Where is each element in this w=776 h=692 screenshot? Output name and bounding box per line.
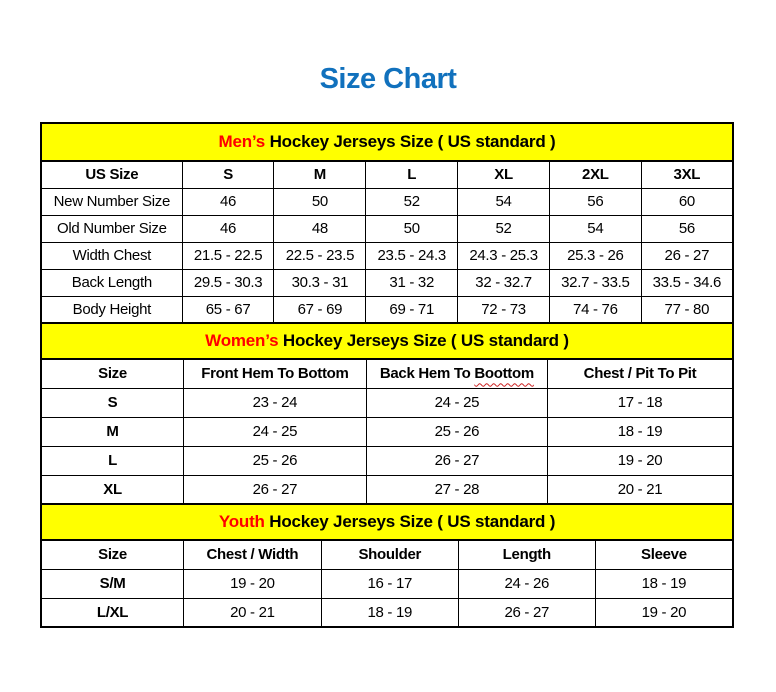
table-row [41, 446, 733, 475]
cell: 60 [641, 188, 733, 215]
row-label: Old Number Size [41, 215, 182, 242]
womens-banner [41, 323, 733, 359]
column-header: Size [41, 540, 184, 569]
youth-header-row [41, 540, 733, 569]
cell: 27 - 28 [366, 475, 547, 504]
cell: 56 [641, 215, 733, 242]
youth-banner-highlight: Youth [218, 512, 265, 531]
column-header-prefix: Back Hem To [379, 365, 475, 383]
row-label: L [41, 446, 184, 475]
cell: 25 - 26 [366, 417, 547, 446]
cell: 18 - 19 [321, 598, 458, 627]
size-chart-title: Size Chart [319, 63, 457, 95]
column-header: Size [41, 359, 184, 388]
column-header: M [274, 161, 366, 188]
cell: 65 - 67 [182, 296, 274, 323]
youth-banner [41, 504, 733, 540]
cell: 52 [458, 215, 550, 242]
cell: 52 [366, 188, 458, 215]
cell: 26 - 27 [184, 475, 367, 504]
cell: 19 - 20 [595, 598, 733, 627]
mens-banner-text [41, 123, 733, 161]
womens-banner-text [41, 323, 733, 359]
womens-header-row [41, 359, 733, 388]
row-label: XL [41, 475, 184, 504]
column-header: 3XL [641, 161, 733, 188]
row-label: Width Chest [41, 242, 182, 269]
mens-banner-rest: Hockey Jerseys Size ( US standard ) [265, 132, 556, 151]
cell: 19 - 20 [548, 446, 733, 475]
cell: 67 - 69 [274, 296, 366, 323]
cell: 26 - 27 [458, 598, 595, 627]
cell: 32.7 - 33.5 [549, 269, 641, 296]
column-header: S [182, 161, 274, 188]
cell: 33.5 - 34.6 [641, 269, 733, 296]
mens-banner [41, 123, 733, 161]
row-label: Body Height [41, 296, 182, 323]
mens-banner-highlight: Men’s [218, 132, 266, 151]
column-header: US Size [41, 161, 182, 188]
table-row [41, 188, 733, 215]
cell: 23.5 - 24.3 [366, 242, 458, 269]
cell: 20 - 21 [184, 598, 322, 627]
cell: 17 - 18 [548, 388, 733, 417]
cell: 18 - 19 [595, 569, 733, 598]
cell: 18 - 19 [548, 417, 733, 446]
row-label: Back Length [41, 269, 182, 296]
table-row [41, 242, 733, 269]
column-header: Chest / Pit To Pit [548, 359, 733, 388]
cell: 77 - 80 [641, 296, 733, 323]
womens-banner-highlight: Women’s [205, 331, 279, 350]
column-header: L [366, 161, 458, 188]
cell: 31 - 32 [366, 269, 458, 296]
table-row [41, 296, 733, 323]
cell: 16 - 17 [321, 569, 458, 598]
cell: 72 - 73 [458, 296, 550, 323]
column-header: Shoulder [321, 540, 458, 569]
cell: 25.3 - 26 [549, 242, 641, 269]
size-chart-tables [40, 122, 734, 628]
table-row [41, 598, 733, 627]
cell: 54 [549, 215, 641, 242]
cell: 24.3 - 25.3 [458, 242, 550, 269]
table-row [41, 388, 733, 417]
column-header: Front Hem To Bottom [184, 359, 367, 388]
cell: 74 - 76 [549, 296, 641, 323]
column-header: XL [458, 161, 550, 188]
table-row [41, 569, 733, 598]
column-header: 2XL [549, 161, 641, 188]
row-label: S/M [41, 569, 184, 598]
row-label: L/XL [41, 598, 184, 627]
cell: 69 - 71 [366, 296, 458, 323]
table-row [41, 215, 733, 242]
row-label: S [41, 388, 184, 417]
cell: 32 - 32.7 [458, 269, 550, 296]
cell: 26 - 27 [366, 446, 547, 475]
column-header: Sleeve [595, 540, 733, 569]
cell: 54 [458, 188, 550, 215]
womens-size-table [40, 322, 734, 505]
cell: 50 [274, 188, 366, 215]
table-row [41, 269, 733, 296]
cell: 24 - 25 [366, 388, 547, 417]
cell: 50 [366, 215, 458, 242]
cell: 46 [182, 188, 274, 215]
cell: 56 [549, 188, 641, 215]
cell: 29.5 - 30.3 [182, 269, 274, 296]
mens-size-table [40, 122, 734, 324]
cell: 22.5 - 23.5 [274, 242, 366, 269]
cell: 48 [274, 215, 366, 242]
row-label: New Number Size [41, 188, 182, 215]
cell: 21.5 - 22.5 [182, 242, 274, 269]
cell: 24 - 26 [458, 569, 595, 598]
mens-header-row [41, 161, 733, 188]
table-row [41, 417, 733, 446]
column-header: Length [458, 540, 595, 569]
table-row [41, 475, 733, 504]
cell: 19 - 20 [184, 569, 322, 598]
youth-banner-rest: Hockey Jerseys Size ( US standard ) [264, 512, 556, 531]
womens-banner-rest: Hockey Jerseys Size ( US standard ) [278, 331, 569, 350]
column-header-misspelled [366, 359, 547, 388]
cell: 23 - 24 [184, 388, 367, 417]
cell: 26 - 27 [641, 242, 733, 269]
row-label: M [41, 417, 184, 446]
cell: 30.3 - 31 [274, 269, 366, 296]
cell: 25 - 26 [184, 446, 367, 475]
youth-size-table [40, 503, 734, 628]
spellcheck-squiggle-word: Boottom [474, 365, 534, 383]
column-header: Chest / Width [184, 540, 322, 569]
cell: 24 - 25 [184, 417, 367, 446]
cell: 46 [182, 215, 274, 242]
cell: 20 - 21 [548, 475, 733, 504]
youth-banner-text [41, 504, 733, 540]
